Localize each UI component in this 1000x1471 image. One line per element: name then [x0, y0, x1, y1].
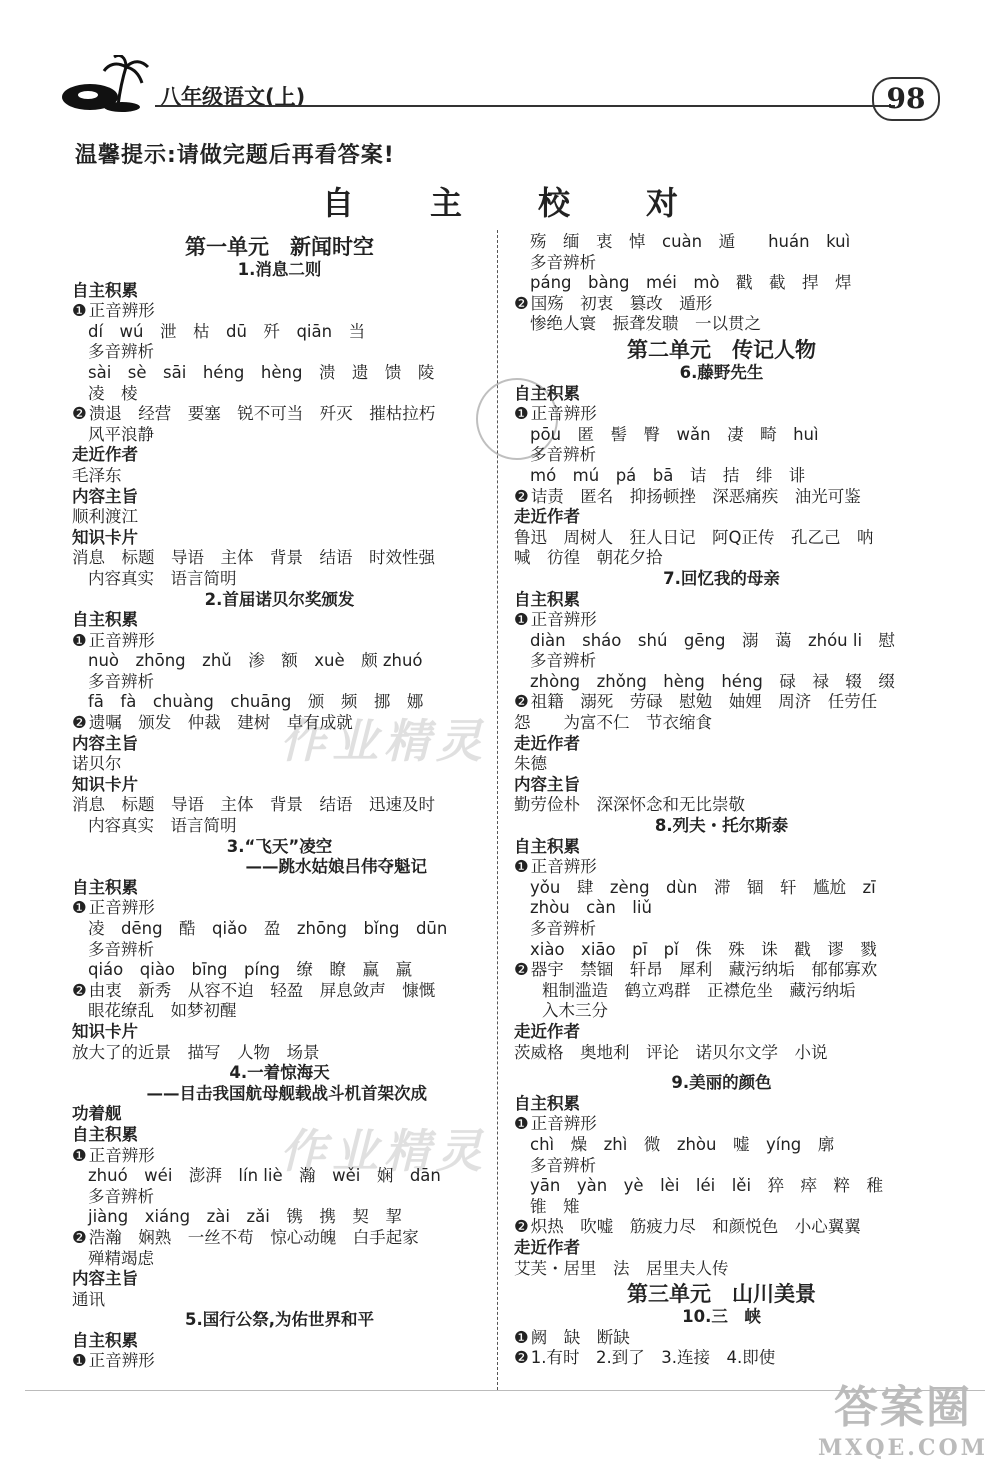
lesson-subtitle: ——目击我国航母舰载战斗机首架次成 [146, 1083, 427, 1103]
answer-line: chì 燥 zhì 微 zhòu 嘘 yíng 廓 [530, 1134, 835, 1154]
answer-line: 殚精竭虑 [88, 1248, 154, 1268]
answer-line: 勤劳俭朴 深深怀念和无比崇敬 [514, 795, 745, 815]
answer-line: 入木三分 [542, 1001, 608, 1021]
answer-line: jiàng xiáng zài zǎi 镌 携 契 挈 [88, 1207, 402, 1227]
section-label: 自主积累 [72, 877, 138, 897]
answer-line: 多音辨析 [88, 1186, 154, 1206]
page-header [60, 55, 940, 135]
lesson-title: 4.一着惊海天 [229, 1063, 330, 1083]
answer-item: ❶ 阙 缺 断缺 [514, 1328, 929, 1349]
answer-item: ❷ 国殇 初衷 篡改 遁形 [514, 294, 929, 315]
main-title-char: 校 [538, 184, 571, 222]
answer-line: 消息 标题 导语 主体 背景 结语 迅速及时 [72, 795, 435, 815]
answer-line: 消息 标题 导语 主体 背景 结语 时效性强 [72, 548, 435, 568]
answer-item: ❶ 正音辨形 [514, 1114, 929, 1135]
answer-line: 放大了的近景 描写 人物 场景 [72, 1042, 320, 1062]
unit-heading: 第二单元 传记人物 [627, 337, 816, 362]
answer-line: 艾芙・居里 法 居里夫人传 [514, 1258, 729, 1278]
answer-line: 多音辨析 [530, 445, 596, 465]
palm-island-logo-icon [60, 55, 150, 115]
answer-item: ❷ 遗嘱 颁发 仲裁 建树 卓有成就 [72, 713, 487, 734]
answer-item: ❶ 正音辨形 [72, 898, 487, 919]
answer-line: 毛泽东 [72, 465, 122, 485]
answer-item: ❷ 器宇 禁锢 轩昂 犀利 藏污纳垢 郁郁寡欢 [514, 960, 929, 981]
section-label: 走近作者 [514, 1021, 580, 1041]
unit-heading: 第一单元 新闻时空 [185, 235, 374, 259]
lesson-subtitle: ——跳水姑娘吕伟夺魁记 [245, 857, 427, 877]
answer-line: yān yàn yè lèi léi lěi 猝 瘁 粹 稚 [530, 1176, 884, 1196]
left-column [72, 232, 487, 1372]
answer-item: ❷ 祖籍 溺死 劳碌 慰勉 妯娌 周济 任劳任 [514, 692, 929, 713]
answer-line: 粗制滥造 鹤立鸡群 正襟危坐 藏污纳垢 [542, 980, 856, 1000]
lesson-title: 8.列夫・托尔斯泰 [654, 816, 789, 836]
answer-line: yǒu 肆 zèng dùn 滞 锢 轩 尴尬 zī [530, 877, 876, 897]
answer-item: ❶ 正音辨形 [72, 1351, 487, 1372]
answer-item: ❶ 正音辨形 [72, 301, 487, 322]
answer-item: ❶ 正音辨形 [514, 857, 929, 878]
section-label: 内容主旨 [514, 774, 580, 794]
corner-brand-watermark [818, 1371, 988, 1461]
book-title: 八年级语文(上) [160, 85, 306, 109]
main-title-char: 主 [429, 184, 462, 222]
answer-line: 多音辨析 [530, 252, 596, 272]
answer-line: 喊 彷徨 朝花夕拾 [514, 548, 663, 568]
answer-item: ❶ 正音辨形 [72, 631, 487, 652]
section-label: 自主积累 [72, 610, 138, 630]
answer-line: 多音辨析 [88, 671, 154, 691]
answer-line: pōu 匿 髻 臀 wǎn 凄 畸 huì [530, 424, 819, 444]
answer-line: 内容真实 语言简明 [88, 816, 237, 836]
lesson-title: 6.藤野先生 [679, 362, 764, 382]
section-label: 走近作者 [514, 733, 580, 753]
answer-line: 多音辨析 [530, 651, 596, 671]
lesson-title: 7.回忆我的母亲 [663, 568, 780, 588]
section-label: 内容主旨 [72, 486, 138, 506]
corner-brand-url: MXQE.COM [817, 1435, 988, 1461]
answer-line: 顺利渡江 [72, 507, 138, 527]
section-label: 自主积累 [514, 383, 580, 403]
answer-item: ❶ 正音辨形 [72, 1146, 487, 1167]
main-title [0, 178, 1000, 224]
answer-line: 殇 缅 衷 悼 cuàn 遁 huán kuì [530, 232, 851, 251]
answer-line: 惨绝人寰 振聋发聩 一以贯之 [530, 314, 761, 334]
answer-line: 多音辨析 [530, 1155, 596, 1175]
main-title-char: 对 [646, 184, 679, 222]
page-number: 98 [872, 77, 940, 121]
watermark-text: 作业精灵 [280, 1124, 488, 1178]
answer-line: 内容真实 语言简明 [88, 568, 237, 588]
answer-line: dí wú 泄 枯 dū 歼 qiān 当 [88, 321, 366, 341]
answer-line: 多音辨析 [88, 342, 154, 362]
answer-line: mó mú pá bā 诘 拮 绯 诽 [530, 465, 806, 485]
answer-item: ❷ 浩瀚 娴熟 一丝不苟 惊心动魄 白手起家 [72, 1228, 487, 1249]
section-label: 知识卡片 [72, 774, 138, 794]
answer-item: ❷ 由衷 新秀 从容不迫 轻盈 屏息敛声 慷慨 [72, 981, 487, 1002]
answer-line: 鲁迅 周树人 狂人日记 阿Q正传 孔乙己 呐 [514, 527, 874, 547]
answer-line: 茨威格 奥地利 评论 诺贝尔文学 小说 [514, 1042, 828, 1062]
answer-line: zhòu càn liǔ [530, 898, 652, 918]
section-label: 走近作者 [72, 445, 138, 465]
section-label: 知识卡片 [72, 527, 138, 547]
answer-item: ❶ 正音辨形 [514, 404, 929, 425]
spacer [514, 1063, 929, 1073]
answer-line: nuò zhōng zhǔ 渗 额 xuè 颇 zhuó [88, 651, 423, 671]
answer-line: páng bàng méi mò 戳 截 捍 焊 [530, 273, 852, 293]
lesson-title: 1.消息二则 [237, 260, 322, 279]
watermark-text: 作业精灵 [280, 714, 488, 768]
corner-brand-name: 答案圈 [833, 1382, 972, 1433]
answer-line: qiáo qiào bīng píng 缭 瞭 赢 羸 [88, 960, 413, 980]
answer-item: ❷ 诘责 匿名 抑扬顿挫 深恶痛疾 油光可鉴 [514, 487, 929, 508]
lesson-title: 2.首届诺贝尔奖颁发 [204, 589, 355, 609]
reminder-text: 温馨提示:请做完题后再看答案! [75, 143, 395, 168]
answer-item: ❶ 正音辨形 [514, 610, 929, 631]
section-label: 自主积累 [72, 280, 138, 300]
answer-line: xiào xiāo pī pǐ 侏 殊 诛 戳 谬 戮 [530, 939, 877, 959]
answer-line: 通讯 [72, 1289, 105, 1309]
answer-line: 诺贝尔 [72, 754, 122, 774]
answer-line: 凌 棱 [88, 383, 138, 403]
lesson-title: 5.国行公祭,为佑世界和平 [184, 1310, 375, 1330]
section-label: 功着舰 [72, 1104, 122, 1124]
section-label: 自主积累 [514, 836, 580, 856]
section-label: 走近作者 [514, 507, 580, 527]
section-label: 走近作者 [514, 1237, 580, 1257]
main-title-char: 自 [321, 184, 354, 222]
header-rule [155, 105, 895, 107]
answer-line: fā fà chuàng chuāng 颁 频 挪 娜 [88, 692, 424, 712]
answer-line: 眼花缭乱 如梦初醒 [88, 1001, 237, 1021]
answer-line: 风平浪静 [88, 424, 154, 444]
answer-line: 多音辨析 [88, 939, 154, 959]
section-label: 自主积累 [514, 589, 580, 609]
answer-line: 多音辨析 [530, 919, 596, 938]
section-label: 内容主旨 [72, 733, 138, 753]
answer-line: 锥 雉 [530, 1196, 580, 1216]
answer-line: sài sè sāi héng hèng 溃 遗 馈 陵 [88, 362, 435, 382]
section-label: 知识卡片 [72, 1021, 138, 1041]
watermark-stamp-icon [476, 378, 558, 460]
lesson-title: 9.美丽的颜色 [671, 1073, 772, 1093]
section-label: 内容主旨 [72, 1269, 138, 1289]
answer-line: diàn sháo shú gēng 溺 蔼 zhóu li 慰 [530, 630, 896, 650]
lesson-title: 3.“飞天”凌空 [226, 836, 333, 856]
answer-line: 凌 dēng 酷 qiǎo 盈 zhōng bǐng dūn [88, 919, 448, 938]
section-label: 自主积累 [514, 1093, 580, 1113]
unit-heading: 第三单元 山川美景 [627, 1282, 816, 1307]
answer-line: 朱德 [514, 754, 547, 774]
answer-item: ❷ 炽热 吹嘘 筋疲力尽 和颜悦色 小心翼翼 [514, 1217, 929, 1238]
answer-line: zhuó wéi 澎湃 lín liè 瀚 wěi 娴 dān [88, 1166, 441, 1186]
section-label: 自主积累 [72, 1330, 138, 1350]
lesson-title: 10.三 峡 [682, 1307, 761, 1327]
answer-line: zhòng zhǒng hèng héng 碌 禄 辍 缀 [530, 671, 895, 691]
answer-line: 怨 为富不仁 节衣缩食 [514, 713, 712, 733]
answer-item: ❷ 溃退 经营 要塞 锐不可当 歼灭 摧枯拉朽 [72, 404, 487, 425]
right-column [514, 232, 929, 1369]
section-label: 自主积累 [72, 1124, 138, 1144]
answer-item: ❷ 1.有时 2.到了 3.连接 4.即使 [514, 1348, 929, 1369]
